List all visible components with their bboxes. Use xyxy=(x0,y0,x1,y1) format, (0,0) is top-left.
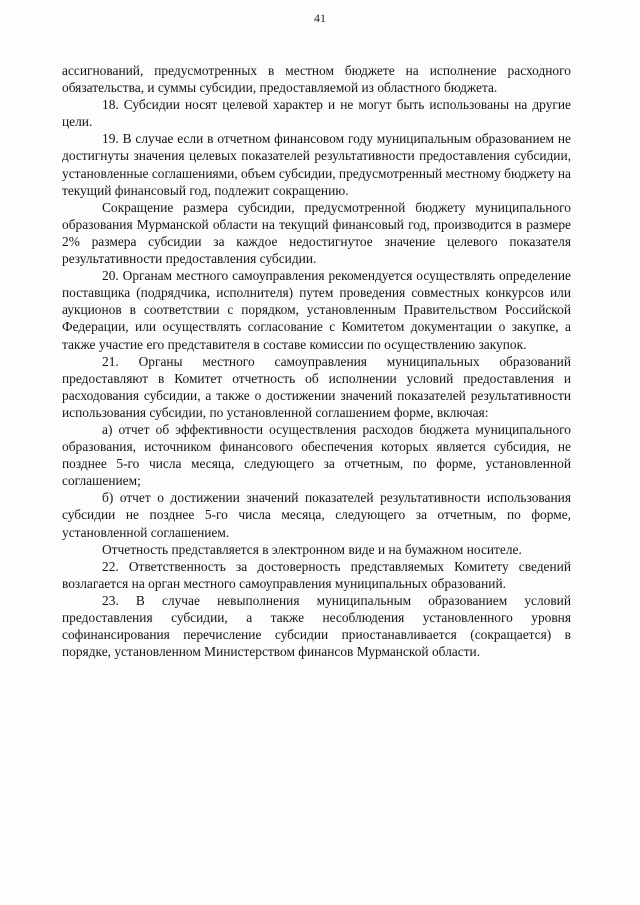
paragraph-item-21: 21. Органы местного самоуправления муниципальных образований предоставляют в Комитет отчетность об исполнении условий предоставления и расходования субсидии, а также о достижении значений показателей результативности использования субсидии, по установленной соглашением форме, включая: xyxy=(62,353,571,420)
paragraph-item-23: 23. В случае невыполнения муниципальным образованием условий предоставления субсидии, а также несоблюдения установленного уровня софинансирования перечисление субсидии приостанавливается (сокращается) в порядке, установленном Министерством финансов Мурманской области. xyxy=(62,592,571,660)
paragraph-item-22: 22. Ответственность за достоверность представляемых Комитету сведений возлагается на орган местного самоуправления муниципальных образований. xyxy=(62,558,571,591)
paragraph-item-21-a: а) отчет об эффективности осуществления расходов бюджета муниципального образования, источником финансового обеспечения которых является субсидия, не позднее 5-го числа месяца, следующего за отчетным, по форме, установленной соглашением; xyxy=(62,421,571,489)
paragraph-subsidy-reduction: Сокращение размера субсидии, предусмотренной бюджету муниципального образования Мурманской области на текущий финансовый год, производится в размере 2% размера субсидии за каждое недостигнутое значение целевого показателя результативности предоставления субсидии. xyxy=(62,199,571,267)
paragraph-continuation: ассигнований, предусмотренных в местном бюджете на исполнение расходного обязательства, и суммы субсидии, предоставляемой из областного бюджета. xyxy=(62,63,571,96)
paragraph-item-19: 19. В случае если в отчетном финансовом году муниципальным образованием не достигнуты значения целевых показателей результативности предоставления субсидии, установленные соглашениями, объем субсидии, предусмотренный местному бюджету на текущий финансовый год, подлежит сокращению. xyxy=(62,131,571,198)
paragraph-item-20: 20. Органам местного самоуправления рекомендуется осуществлять определение поставщика (подрядчика, исполнителя) путем проведения совместных конкурсов или аукционов в соответствии с порядком, установленным Правительством Российской Федерации, или осуществлять согласование с Комитетом документации о закупке, а также участие его представителя в составе комиссии по осуществлению закупок. xyxy=(62,268,571,352)
page-number: 41 xyxy=(314,11,326,25)
paragraph-item-21-b: б) отчет о достижении значений показателей результативности использования субсидии не позднее 5-го числа месяца, следующего за отчетным, по форме, установленной соглашением. xyxy=(62,490,571,540)
paragraph-reporting-format: Отчетность представляется в электронном виде и на бумажном носителе. xyxy=(102,541,522,557)
document-body xyxy=(62,62,571,660)
paragraph-item-18: 18. Субсидии носят целевой характер и не могут быть использованы на другие цели. xyxy=(62,97,571,130)
